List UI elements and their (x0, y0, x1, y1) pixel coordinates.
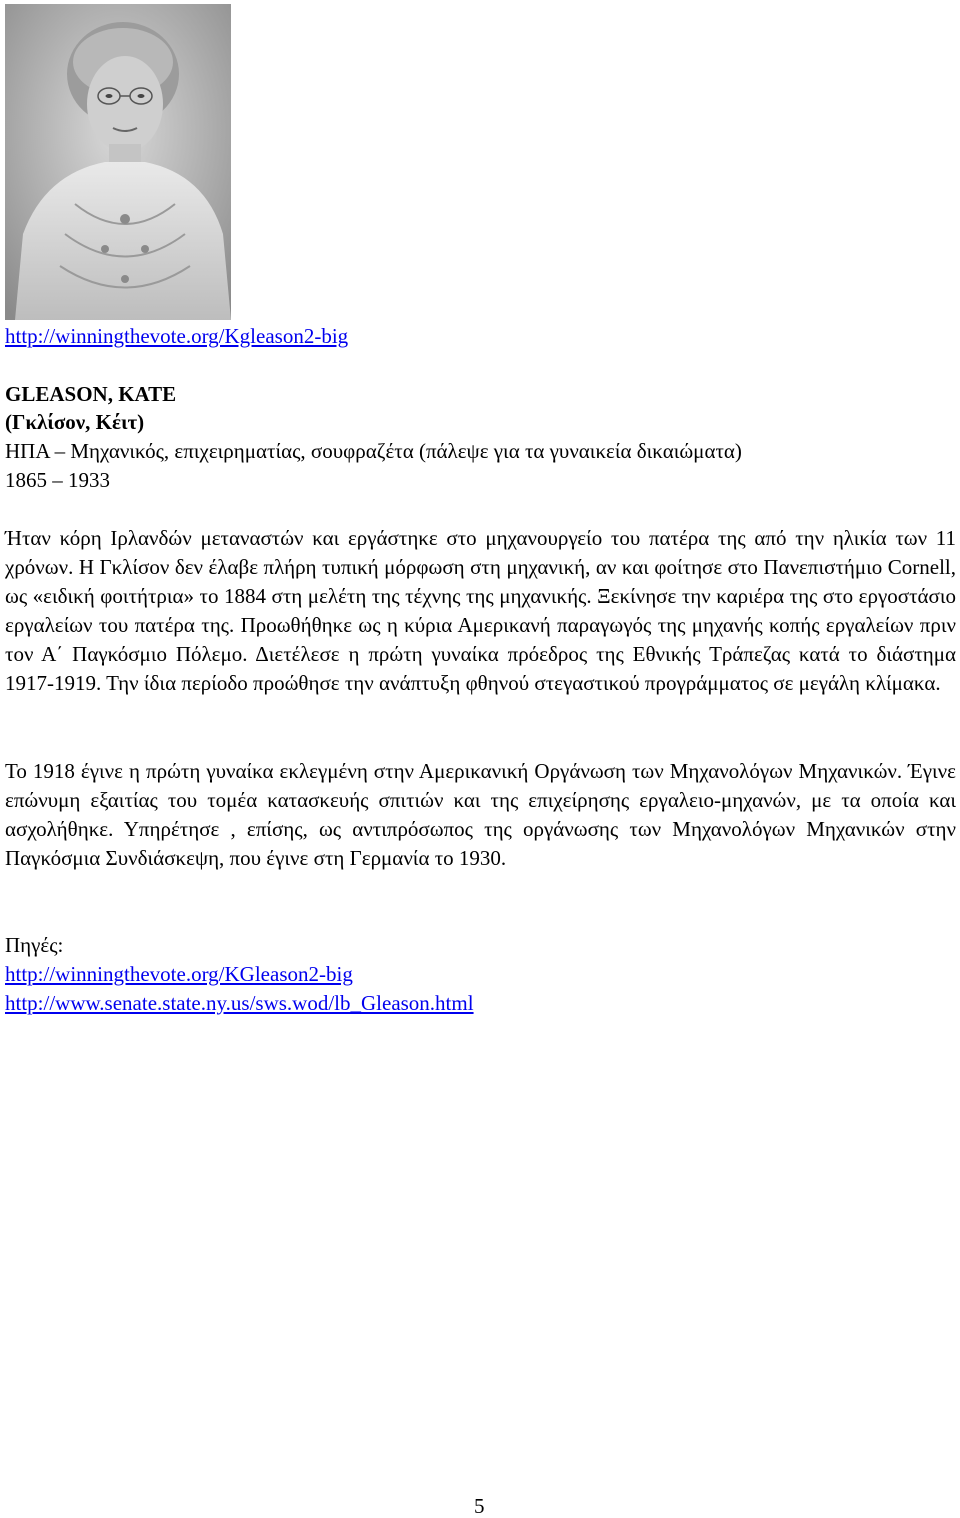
page-number: 5 (474, 1494, 485, 1518)
portrait-image (5, 4, 231, 320)
portrait-photo (5, 4, 231, 320)
sources-label: Πηγές: (5, 933, 64, 957)
source-link-1[interactable]: http://winningthevote.org/KGleason2-big (5, 962, 353, 986)
person-name-english: GLEASON, KATE (5, 382, 177, 406)
source-link-2[interactable]: http://www.senate.state.ny.us/sws.wod/lb_Gleason.html (5, 991, 474, 1015)
person-years: 1865 – 1933 (5, 468, 110, 492)
bio-paragraph-1: Ήταν κόρη Ιρλανδών μεταναστών και εργάστηκε στο μηχανουργείο του πατέρα της από την ηλικία των 11 χρόνων. Η Γκλίσον δεν έλαβε πλήρη τυπική μόρφωση στη μηχανική, αν και φοίτησε στο Πανεπιστήμιο Cornell, ως «ειδική φοιτήτρια» το 1884 στη μελέτη της τέχνης της μηχανικής. Ξεκίνησε την καριέρα της στο εργοστάσιο εργαλείων του πατέρα της. Προωθήθηκε ως η κύρια Αμερικανή παραγωγός της μηχανής κοπής εργαλείων πριν τον Α΄ Παγκόσμιο Πόλεμο. Διετέλεσε η πρώτη γυναίκα πρόεδρος της Εθνικής Τράπεζας κατά το διάστημα 1917-1919. Την ίδια περίοδο προώθησε την ανάπτυξη φθηνού στεγαστικού προγράμματος σε μεγάλη κλίμακα. (5, 526, 956, 695)
bio-paragraph-2: Το 1918 έγινε η πρώτη γυναίκα εκλεγμένη στην Αμερικανική Οργάνωση των Μηχανολόγων Μηχανικών. Έγινε επώνυμη εξαιτίας του τομέα κατασκευής σπιτιών και της επιχείρησης εργαλειο-μηχανών, με τα οποία και ασχολήθηκε. Υπηρέτησε , επίσης, ως αντιπρόσωπος της οργάνωσης των Μηχανολόγων Μηχανικών στην Παγκόσμια Συνδιάσκεψη, που έγινε στη Γερμανία το 1930. (5, 759, 956, 870)
person-description: ΗΠΑ – Μηχανικός, επιχειρηματίας, σουφραζέτα (πάλεψε για τα γυναικεία δικαιώματα) (5, 439, 742, 463)
photo-source-link[interactable]: http://winningthevote.org/Kgleason2-big (5, 324, 349, 348)
person-name-greek: (Γκλίσον, Κέιτ) (5, 410, 145, 434)
